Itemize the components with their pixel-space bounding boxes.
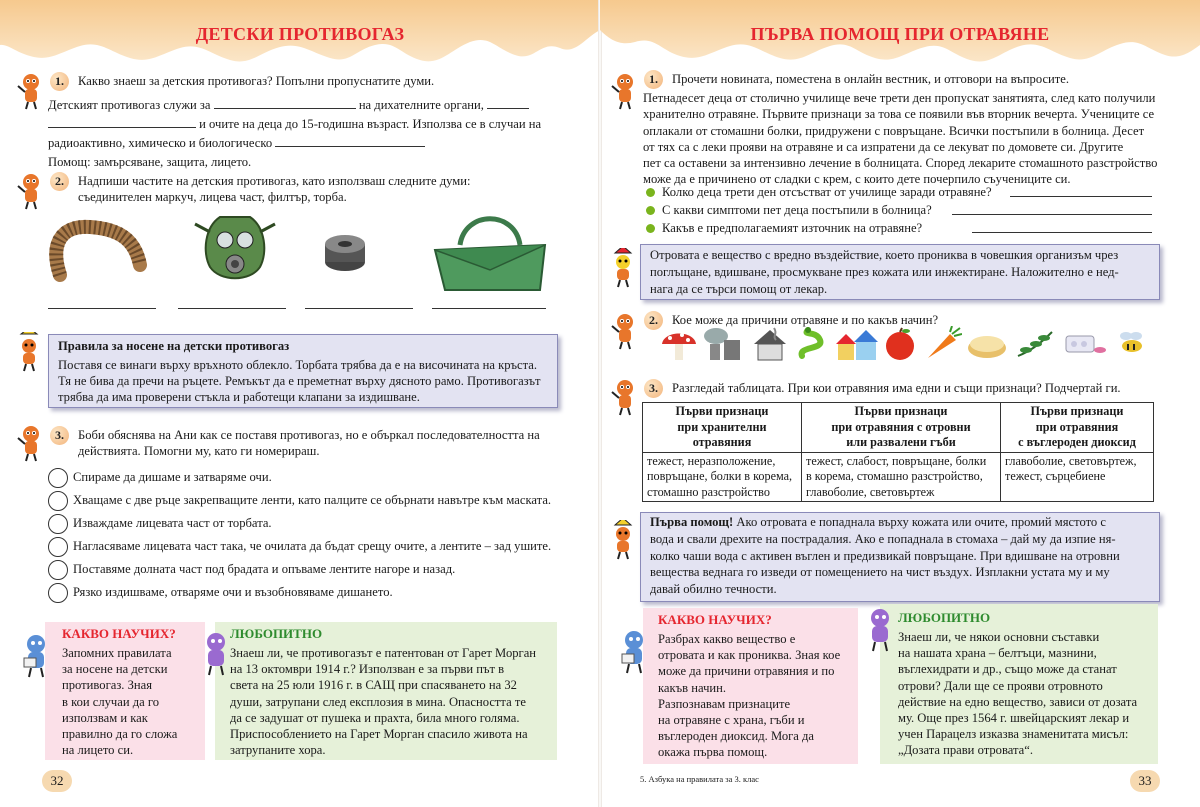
learned-line: в кои случаи да го	[62, 694, 160, 709]
learned-line: окажа първа помощ.	[658, 745, 768, 760]
curious-line: учен Парацелз изказва знаменитата мисъл:	[898, 727, 1129, 742]
table-row	[643, 452, 1154, 502]
cell-line: главоболие, световъртеж	[806, 484, 935, 499]
fill-in-line-3	[48, 134, 568, 153]
answer-line[interactable]	[432, 308, 546, 309]
blue-mascot-icon	[18, 632, 54, 678]
rules-title: Правила за носене на детски противогаз	[58, 339, 290, 353]
pills-icon	[1062, 326, 1108, 362]
answer-blank[interactable]	[48, 115, 196, 128]
mascot-icon	[14, 70, 44, 110]
order-circle[interactable]	[48, 583, 68, 603]
curious-line: Приспособлението на Гарет Морган спасило живота на	[230, 727, 528, 742]
header-line: при отравяния с отровни	[831, 419, 971, 434]
cell-line: главоболие, световъртеж,	[1005, 453, 1137, 468]
house-fire-icon	[750, 326, 790, 362]
curious-text	[898, 629, 1156, 759]
cell-line: тежест, сърцебиене	[1005, 469, 1106, 483]
mascot-icon	[608, 376, 638, 416]
answer-line[interactable]	[178, 308, 286, 309]
text-fragment: Детският противогаз служи за	[48, 98, 211, 112]
step-text: Рязко издишваме, отваряме очи и възобновяваме дишането.	[73, 585, 393, 599]
table-cell[interactable]	[643, 452, 802, 502]
definition-line: нага да се търси помощ от лекар.	[650, 281, 828, 296]
learned-line: използвам и как	[62, 710, 148, 725]
learned-line: за носене на детски	[62, 662, 168, 677]
learned-line: какъв начин.	[658, 680, 727, 695]
answer-line[interactable]	[952, 214, 1152, 215]
definition-text	[650, 247, 1150, 297]
step-text: Хващаме с две ръце закрепващите ленти, като палците се обърнати навътре към маската.	[73, 493, 552, 507]
learned-text	[62, 645, 202, 758]
learned-line: правилно да го сложа	[62, 727, 178, 742]
right-page	[600, 0, 1200, 807]
houses-icon	[834, 326, 878, 362]
news-article	[643, 90, 1158, 188]
step-text: Спираме да дишаме и затваряме очи.	[73, 470, 272, 484]
header-line: с въглероден диоксид	[1018, 435, 1136, 449]
rules-text: Тя не бива да пречи на ръцете. Ремъкът да е преметнат върху дясното рамо. Противогазът	[58, 374, 541, 388]
plant-icon	[1014, 326, 1056, 362]
table-header-cell	[1001, 403, 1154, 453]
curious-text	[230, 645, 555, 758]
header-line: или развалени гъби	[846, 435, 956, 449]
task-question: Надпиши частите на детския противогаз, като използваш следните думи:	[78, 174, 471, 188]
header-line: Първи признаци	[854, 404, 948, 418]
article-line: оплакали от стомашни болки, придружени с повръщане. Всички постъпили в болница. Десет	[643, 123, 1145, 138]
task-question: Разгледай таблицата. При кои отравяния има едни и същи признаци? Подчертай ги.	[672, 381, 1121, 395]
face-mask-icon	[190, 212, 280, 287]
question-item: С какви симптоми пет деца постъпили в болница?	[662, 203, 932, 217]
mascot-with-sign-icon	[12, 332, 42, 372]
order-circle[interactable]	[48, 560, 68, 580]
curious-line: „Дозата прави отровата“.	[898, 743, 1033, 758]
curious-line: света на 25 юли 1916 г. в САЩ при спасяването на 32	[230, 678, 517, 693]
hose-icon	[40, 215, 160, 285]
table-header-row	[643, 403, 1154, 453]
task-number: 3.	[50, 426, 69, 445]
header-line: при хранителни	[677, 419, 767, 434]
footer-text: 5. Азбука на правилата за 3. клас	[640, 774, 759, 784]
bullet-icon	[646, 206, 655, 215]
article-line: Петнадесет деца от столично училище вече трети ден пропускат занятията, след като получили	[643, 91, 1156, 105]
first-aid-line: вода и свали дрехите на пострадалия. Ако е попаднала в стомаха – дай му да изпие ня-	[650, 531, 1116, 546]
task-question: Кое може да причини отравяне и по какъв начин?	[672, 313, 939, 327]
curious-line: на 13 октомври 1914 г.? Използван е за първи път в	[230, 662, 505, 677]
learned-title: КАКВО НАУЧИХ?	[658, 612, 772, 627]
rules-text: трябва да има проверени стъкла и работещи клапани за издишване.	[58, 390, 420, 404]
curious-line: Знаеш ли, че противогазът е патентован от Гарет Морган	[230, 646, 537, 660]
learned-title: КАКВО НАУЧИХ?	[62, 626, 176, 641]
article-line: от тях са с леки прояви на отравяне и са изпратени да се лекуват по домовете си. Другите	[643, 139, 1124, 154]
definition-line: Отровата е вещество с вредно въздействие, което прониква в човешкия организъм чрез	[650, 248, 1119, 262]
curious-line: на нашата храна – белтъци, мазнини,	[898, 646, 1097, 661]
page-title: ПЪРВА ПОМОЩ ПРИ ОТРАВЯНЕ	[750, 24, 1050, 44]
mascot-with-sign-icon	[606, 248, 636, 288]
fill-in-line-2	[48, 115, 568, 134]
definition-line: поглъщане, вдишване, просмукване през кожата или инжектиране. Наложително е нед-	[650, 264, 1119, 279]
carrot-icon	[922, 326, 962, 362]
task-number: 1.	[644, 70, 663, 89]
mascot-icon	[14, 170, 44, 210]
header-line: Първи признаци	[1030, 404, 1124, 418]
order-circle[interactable]	[48, 537, 68, 557]
text-fragment: и очите на деца до 15-годишна възраст. Използва се в случаи на	[199, 117, 542, 131]
mascot-icon	[608, 70, 638, 110]
text-fragment: радиоактивно, химическо и биологическо	[48, 136, 273, 150]
cell-line: стомашно разстройство	[647, 484, 770, 499]
order-circle[interactable]	[48, 514, 68, 534]
help-words: Помощ: замърсяване, защита, лицето.	[48, 155, 252, 169]
purple-mascot-icon	[200, 630, 232, 676]
header-line: отравяния	[692, 435, 752, 449]
cake-icon	[966, 326, 1008, 362]
blue-mascot-icon	[616, 628, 652, 674]
learned-line: противогаз. Зная	[62, 678, 153, 693]
cell-line: тежест, неразположение,	[647, 453, 776, 468]
mascot-icon	[608, 310, 638, 350]
text-fragment: на дихателните органи,	[358, 98, 484, 112]
first-aid-line: колко чаши вода с активен въглен и предизвикай повръщане. При вдишване на отровни	[650, 548, 1120, 563]
article-line: пет са оставени за интензивно лечение в болницата. Според лекарите стомашното разстройство	[643, 156, 1158, 171]
curious-line: отрови? Дали ще се прояви отровното	[898, 678, 1103, 693]
answer-blank[interactable]	[275, 134, 425, 147]
page-number: 33	[1130, 770, 1160, 792]
page-number: 32	[42, 770, 72, 792]
answer-line[interactable]	[48, 308, 156, 309]
task-word-list: съединителен маркуч, лицева част, филтър, торба.	[78, 190, 347, 204]
answer-blank[interactable]	[214, 96, 356, 109]
curious-line: затрупаните хора.	[230, 743, 326, 758]
step-text: Поставяме долната част под брадата и опъваме лентите нагоре и назад.	[73, 562, 456, 576]
step-text: Изваждаме лицевата част от торбата.	[73, 516, 272, 530]
learned-text	[658, 631, 856, 761]
header-line: Първи признаци	[675, 404, 769, 418]
task-number: 3.	[644, 379, 663, 398]
order-circle[interactable]	[48, 491, 68, 511]
cell-line: тежест, слабост, повръщане, болки	[806, 453, 987, 468]
first-aid-line	[650, 514, 1152, 531]
curious-line: души, затрупани след експлозия в мина. Опасността те	[230, 694, 526, 709]
article-line: хранително отравяне. Първите признаци за това се появили във вторник вечерта. Учениците се	[643, 107, 1155, 122]
curious-title: ЛЮБОПИТНО	[230, 626, 323, 641]
answer-line[interactable]	[1010, 196, 1152, 197]
first-aid-fragment: Ако отровата е попаднала върху кожата или очите, промий мястото с	[733, 515, 1106, 529]
article-line: може да е причинено от сладки с крем, с които дете почерпило съучениците си.	[643, 172, 1071, 187]
learned-line: на лицето си.	[62, 743, 134, 758]
apple-icon	[882, 326, 918, 362]
factory-smoke-icon	[702, 326, 744, 362]
learned-line: отровата и как прониква. Зная кое	[658, 648, 841, 663]
bag-icon	[425, 205, 555, 295]
insect-icon	[1114, 326, 1150, 362]
symptoms-table	[642, 402, 1154, 502]
table-cell[interactable]	[802, 452, 1001, 502]
first-aid-line: давай обилно течности.	[650, 582, 777, 597]
answer-blank[interactable]	[487, 96, 529, 109]
question-item: Какъв е предполагаемият източник на отравяне?	[662, 221, 923, 235]
curious-line: въглехидрати и др., също може да станат	[898, 662, 1117, 677]
answer-line[interactable]	[305, 308, 413, 309]
learned-line: на отравяне с храна, гъби и	[658, 713, 805, 728]
filter-icon	[320, 232, 370, 277]
purple-mascot-icon	[864, 606, 896, 652]
table-header-cell	[643, 403, 802, 453]
curious-line: да се задушат от пушека и прахта, била много голяма.	[230, 710, 520, 725]
task-question: действията. Помогни му, като ги номерираш.	[78, 444, 320, 458]
curious-title: ЛЮБОПИТНО	[898, 610, 991, 625]
table-header-cell	[802, 403, 1001, 453]
question-item: Колко деца трети ден отсъстват от училище заради отравяне?	[662, 185, 992, 199]
learned-line: Разпознавам признаците	[658, 696, 791, 711]
curious-line: Знаеш ли, че някои основни съставки	[898, 630, 1100, 644]
learned-line: може да причини отравяния и по	[658, 664, 835, 679]
curious-line: действие на едно вещество, зависи от дозата	[898, 694, 1138, 709]
bullet-icon	[646, 188, 655, 197]
task-number: 2.	[50, 172, 69, 191]
rules-text: Поставя се винаги върху връхното облекло. Торбата трябва да е на височината на кръста.	[58, 358, 538, 372]
learned-line: Запомних правилата	[62, 646, 172, 660]
mushroom-icon	[660, 326, 698, 362]
page-title: ДЕТСКИ ПРОТИВОГАЗ	[195, 24, 405, 44]
mascot-icon	[14, 422, 44, 462]
answer-line[interactable]	[972, 232, 1152, 233]
curious-line: му. Още през 1564 г. швейцарският лекар и	[898, 711, 1130, 726]
task-question: Какво знаеш за детския противогаз? Попълни пропуснатите думи.	[78, 74, 435, 88]
first-aid-lead: Първа помощ!	[650, 515, 734, 529]
table-cell[interactable]	[1001, 452, 1154, 502]
fill-in-line-1	[48, 96, 558, 115]
task-number: 2.	[644, 311, 663, 330]
first-aid-line: вещества веднага го изведи от помещението на чист въздух. Изплакни устата му и му	[650, 565, 1110, 580]
learned-line: Разбрах какво вещество е	[658, 632, 796, 646]
learned-line: въглероден диоксид. Мога да	[658, 729, 815, 744]
step-text: Нагласяваме лицевата част така, че очилата да бъдат срещу очите, а лентите – зад ушите.	[73, 539, 552, 553]
header-line: при отравяния	[1035, 419, 1119, 434]
cell-line: в корема, стомашно разстройство,	[806, 469, 983, 483]
snake-icon	[796, 326, 830, 362]
cell-line: повръщане, болки в корема,	[647, 469, 793, 483]
first-aid-text	[650, 514, 1152, 598]
mascot-with-sign-icon	[606, 520, 636, 560]
task-number: 1.	[50, 72, 69, 91]
task-question: Прочети новината, поместена в онлайн вестник, и отговори на въпросите.	[672, 72, 1070, 86]
bullet-icon	[646, 224, 655, 233]
task-question: Боби обяснява на Ани как се поставя противогаз, но е объркал последователността на	[78, 428, 540, 442]
order-circle[interactable]	[48, 468, 68, 488]
